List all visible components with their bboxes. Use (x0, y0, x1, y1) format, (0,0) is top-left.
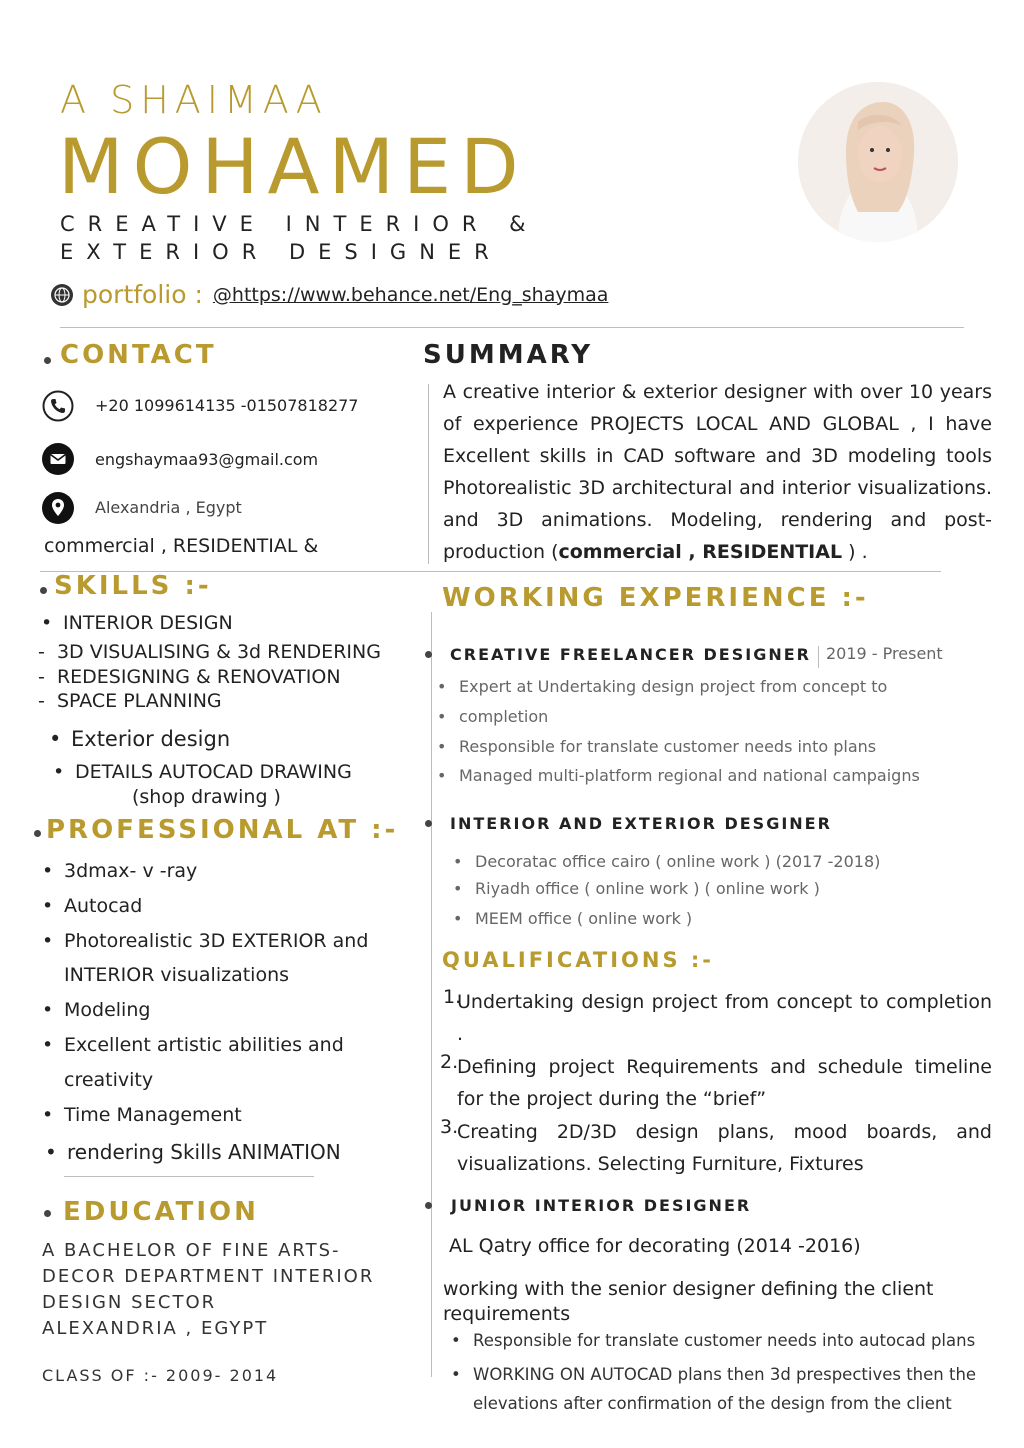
pro-item-2: • Autocad (64, 895, 142, 917)
education-dot (44, 1210, 51, 1217)
summary-rule (428, 384, 429, 564)
contact-phone: +20 1099614135 -01507818277 (95, 396, 359, 415)
summary-text: A creative interior & exterior designer with over 10 years of experience PROJECTS LOCAL AND GLOBAL , I have Excellent skills in CAD software and 3D modeling tools Photorealistic 3D architectural and interior visualizations. and 3D animations. Modeling, rendering and post-production (commercial , RESIDENTIAL ) . (443, 381, 992, 563)
pro-item-1: • 3dmax- v -ray (64, 860, 197, 882)
email-icon (42, 443, 74, 475)
skill-main-1: • INTERIOR DESIGN (63, 612, 233, 634)
job3-item-2: • WORKING ON AUTOCAD plans then 3d prespectives then the elevations after confirmation of the design from the client (473, 1360, 1008, 1418)
professional-heading: PROFESSIONAL AT :- (46, 815, 399, 845)
qualifications-heading: QUALIFICATIONS :- (442, 948, 715, 972)
pro-item-7: • rendering Skills ANIMATION (67, 1140, 341, 1164)
professional-dot (34, 830, 41, 837)
job3-description: working with the senior designer defining the client requirements (443, 1278, 934, 1325)
job2-item-3: • MEEM office ( online work ) (475, 909, 692, 928)
job2-dot (425, 820, 432, 827)
experience-timeline (431, 612, 432, 1377)
pro-item-4: • Modeling (64, 999, 150, 1021)
pro-divider (64, 1176, 314, 1177)
education-class-of: CLASS OF :- 2009- 2014 (42, 1366, 279, 1385)
qual-num-1: 1. (443, 986, 462, 1008)
qual-num-2: 2. (440, 1051, 459, 1073)
skills-heading: SKILLS :- (54, 571, 212, 601)
contact-note: commercial , RESIDENTIAL & (44, 535, 319, 557)
job2-item-1: • Decoratac office cairo ( online work ) (2017 -2018) (475, 852, 880, 871)
profile-photo (798, 82, 958, 242)
skill-sub-2: - REDESIGNING & RENOVATION (38, 666, 341, 688)
portfolio-label: portfolio : (82, 280, 203, 309)
skill-main-3: • DETAILS AUTOCAD DRAWING (75, 761, 352, 783)
qual-text-1: Undertaking design project from concept to completion . (457, 991, 992, 1045)
education-heading: EDUCATION (63, 1197, 259, 1227)
phone-icon (42, 390, 74, 422)
job1-title: CREATIVE FREELANCER DESIGNER (450, 645, 811, 664)
education-line-3: DESIGN SECTOR (42, 1292, 217, 1313)
role-line-1: CREATIVE INTERIOR & (60, 212, 539, 236)
qual-text-2: Defining project Requirements and schedule timeline for the project during the “brief” (457, 1056, 992, 1110)
role-line-2: EXTERIOR DESIGNER (60, 240, 502, 264)
skill-sub-3: - SPACE PLANNING (38, 690, 222, 712)
contact-email: engshaymaa93@gmail.com (95, 450, 319, 469)
job3-dot (425, 1202, 432, 1209)
contact-dot (44, 357, 51, 364)
header-divider (60, 327, 964, 328)
summary-heading: SUMMARY (423, 340, 594, 370)
first-name: A SHAIMAA (60, 78, 328, 122)
education-line-2: DECOR DEPARTMENT INTERIOR (42, 1266, 375, 1287)
pro-item-5-cont: creativity (64, 1069, 154, 1091)
portfolio-link[interactable]: @https://www.behance.net/Eng_shaymaa (212, 283, 609, 306)
job1-separator (818, 646, 819, 668)
education-line-1: A BACHELOR OF FINE ARTS- (42, 1240, 341, 1261)
pro-item-5: • Excellent artistic abilities and (64, 1034, 344, 1056)
job1-item-4: • Managed multi-platform regional and national campaigns (459, 766, 920, 785)
job1-period: 2019 - Present (826, 644, 943, 663)
contact-location: Alexandria , Egypt (95, 498, 242, 517)
location-icon (42, 492, 74, 524)
skill-sub-1: - 3D VISUALISING & 3d RENDERING (38, 641, 381, 663)
globe-icon (50, 283, 74, 307)
job2-item-2: • Riyadh office ( online work ) ( online work ) (475, 879, 820, 898)
skill-main-3-sub: (shop drawing ) (132, 786, 281, 808)
job1-item-1: • Expert at Undertaking design project from concept to (459, 677, 887, 696)
skill-main-2: • Exterior design (71, 727, 230, 751)
job1-dot (425, 651, 432, 658)
portfolio-row (50, 280, 608, 309)
pro-item-6: • Time Management (64, 1104, 242, 1126)
pro-item-3-cont: INTERIOR visualizations (64, 964, 290, 986)
education-line-4: ALEXANDRIA , EGYPT (42, 1318, 269, 1339)
pro-item-3: • Photorealistic 3D EXTERIOR and (64, 930, 368, 952)
job3-office: AL Qatry office for decorating (2014 -2016) (449, 1235, 861, 1257)
job3-title: JUNIOR INTERIOR DESIGNER (451, 1196, 752, 1215)
contact-heading: CONTACT (60, 340, 217, 370)
qual-text-3: Creating 2D/3D design plans, mood boards, and visualizations. Selecting Furniture, Fixtures (457, 1121, 992, 1175)
job3-item-1: • Responsible for translate customer needs into autocad plans (473, 1331, 975, 1350)
qual-num-3: 3. (440, 1116, 459, 1138)
last-name: MOHAMED (58, 122, 528, 211)
experience-heading: WORKING EXPERIENCE :- (442, 583, 869, 613)
skills-dot (40, 587, 47, 594)
job2-title: INTERIOR AND EXTERIOR DESGINER (450, 814, 832, 833)
job1-item-2: • completion (459, 707, 548, 726)
job1-item-3: • Responsible for translate customer needs into plans (459, 737, 876, 756)
